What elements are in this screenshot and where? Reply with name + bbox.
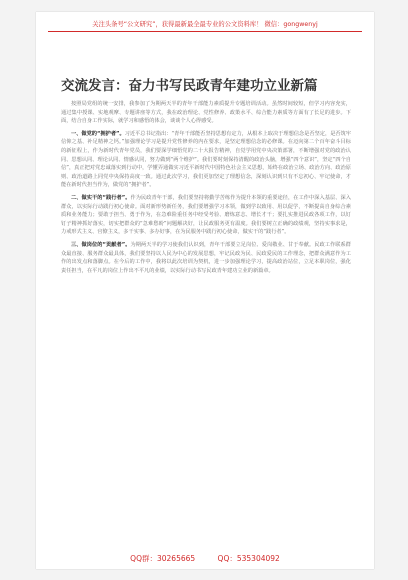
section-heading: 一、做党的“拥护者”。 — [71, 130, 125, 137]
section-text: 习近平总书记指出：“青年干部能否坚持思想有定力，从根本上取决于理想信念是否坚定，是否筑牢信仰之基、补足精神之钙。”加强理论学习是提升党性修养的内在要求，是坚定理想信念的必修课。在迈向第二个百年奋斗目标的新征程上，作为新时代青年党员，我们要深学细悟党的二十大报告精神，自觉学用党中央决策部署，不断增强对党的政治认同、思想认同、理论认同、情感认同，努力做到“两个维护”。我们要时刻保持清醒的政治头脑，增强“四个意识”，坚定“四个自信”，真正把对党忠诚落实到行动中，学懂弄通做实习近平新时代中国特色社会主义思想，始终在政治立场、政治方向、政治原则、政治道路上同党中央保持高度一致。通过此次学习，我们更加坚定了理想信念，深刻认识到只有不忘初心、牢记使命，才能在新时代担当作为，做党的“拥护者”。 — [61, 130, 351, 189]
section-text: 为期两天半的学习使我们认识到，青年干部要立足岗位、爱岗敬业、甘于奉献。民政工作联系群众最直接、服务群众最具体，我们要坚持以人民为中心的发展思想，牢记民政为民、民政爱民的工作理念，把群众满意作为工作的出发点和落脚点。在今后的工作中，我将以此次培训为契机，进一步加强理论学习，提高政治站位，立足本职岗位，强化责任担当，在平凡的岗位上作出不平凡的业绩，以实际行动书写民政青年建功立业的新篇章。 — [61, 241, 351, 274]
document-title: 交流发言：奋力书写民政青年建功立业新篇 — [61, 78, 318, 94]
document-page — [36, 12, 374, 569]
footer-contact — [48, 553, 362, 564]
footer-qq: QQ：535304092 — [217, 554, 280, 563]
section-heading: 二、做实干的“践行者”。 — [71, 194, 131, 201]
intro-paragraph: 按照局党组的统一安排，我参加了为期两天半的青年干部能力素质提升专题培训活动。虽然时间较短，但学习内容充实，通过集中授课、实地观摩、专题讲座等方式，我在政治理论、党性修养、政策水平、综合能力素质等方面有了长足的进步。下面，结合自身工作实际，就学习和感悟的体会，谈谈个人心得感受。 — [61, 101, 351, 125]
section-paragraph — [61, 241, 351, 275]
footer-qq-group: QQ群：30265665 — [130, 554, 196, 563]
header-banner: 关注头条号“公文研究”，获得最新最全最专业的公文资料库！ 微信：gongwenyj — [48, 20, 362, 32]
document-body — [61, 100, 351, 277]
section-text: 作为民政青年干部，我们要坚持将勤学苦练作为提升本领的重要途径，在工作中深入基层、深入群众，以实际行动践行初心使命。面对新形势新任务，我们要增强学习本领，做到学以致用、用以促学，不断提高自身综合素质和业务能力；要敢于担当、勇于作为，在急难险重任务中经受考验、磨炼意志、增长才干；要扎实推进民政各项工作，以钉钉子精神抓好落实，切实把群众的“急难愁盼”问题解决好，让民政服务更有温度。我们要树立正确的政绩观，坚持实事求是，力戒形式主义、官僚主义，多干实事、多办好事，在为民服务中践行初心使命，做实干的“践行者”。 — [61, 194, 351, 236]
section-paragraph — [61, 194, 351, 237]
section-paragraph — [61, 130, 351, 190]
section-heading: 三、做岗位的“贡献者”。 — [71, 241, 131, 248]
